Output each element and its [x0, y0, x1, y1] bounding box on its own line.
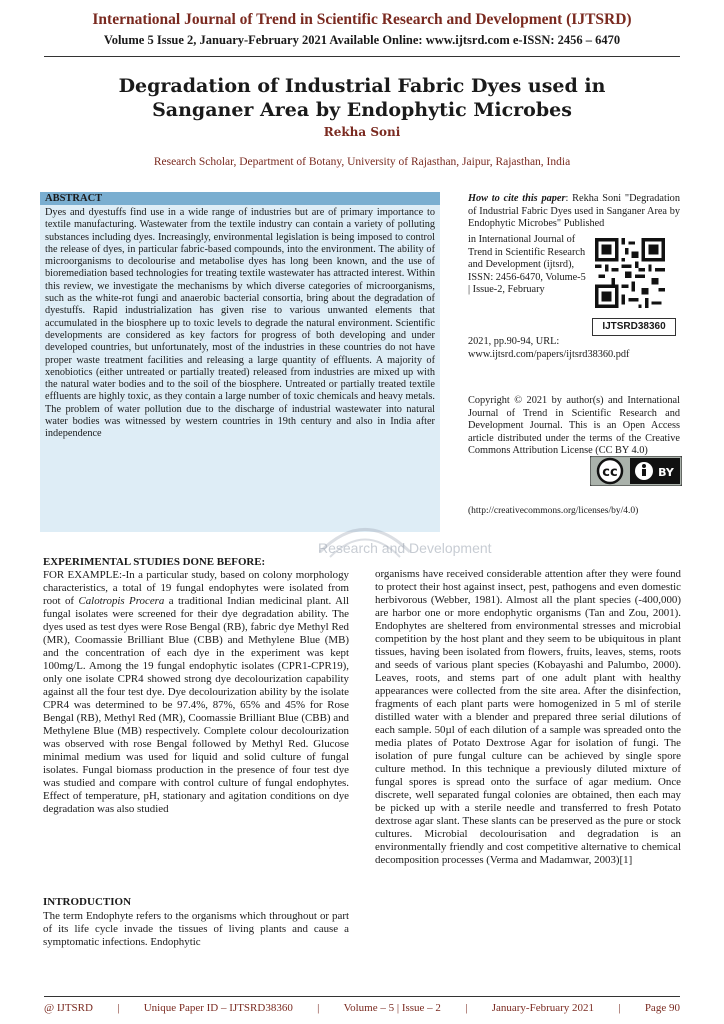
citation-url[interactable]: 2021, pp.90-94, URL: www.ijtsrd.com/papers/ijtsrd38360.pdf	[468, 336, 630, 360]
citation-intro	[468, 193, 680, 231]
author-name: Rekha Soni	[323, 125, 401, 139]
introduction-text: The term Endophyte refers to the organisms which throughout or part of its life cycle invade the tissues of living plants and cause a symptomatic infections. Endophytic	[43, 910, 349, 948]
experimental-heading: EXPERIMENTAL STUDIES DONE BEFORE:	[43, 556, 266, 568]
cc-by-license-icon	[590, 456, 682, 486]
abstract-text: Dyes and dyestuffs find use in a wide range of industries but are of primary importance to textile manufacturing. Wastewater from the textile industry can contain a variety of polluting substances including dyes. Increasingly, environmental legislation is being imposed to control the release of dyes, in particular fabric-based compounds, into the environment. The ability of microorganisms to decolourise and metabolise dyes has long been known, and the use of bioremediation based technologies for treating textile wastewater has attracted interest. Within this review, we investigate the mechanisms by which diverse categories of microorganisms, such as the white-rot fungi and anaerobic bacterial consortia, bring about the degradation of dyestuffs. Rapid industrialization has given rise to various unwanted elements that accumulated in the biosphere up to toxic levels to degrade the natural environment. Scientific developments are considered as key factors for progress of both developing and under developed countries, but unfortunately, most of the industries in these countries do not have proper waste treatment facilities and releasing a large quantity of effluents. A majority of xenobiotics (either untreated or partially treated) released from industries are mixed up with the natural water bodies and to the soil of the biosphere. Untreated or partially treated textile effluents are highly toxic, as they contain a large number of toxic chemicals and heavy metals. The problem of water pollution due to the discharge of industrial wastewater into natural water bodies was witnessed by western countries in 19th century and also in India after independence	[45, 207, 435, 440]
header-rule	[44, 56, 680, 57]
experimental-species: Calotropis Procera	[78, 595, 165, 607]
journal-title: International Journal of Trend in Scientific Research and Development (IJTSRD)	[92, 11, 632, 28]
footer-page-number: Page 90	[644, 1002, 680, 1014]
abstract-header-bar	[40, 192, 440, 205]
right-column-text: organisms have received considerable attention after they were found to protect their host against insect, pest, pathogens and even domestic herbivorous (Webber, 1981). Almost all the plant species (-400,000) are harbor one or more endophytic organisms (Tan and Zou, 2001). Endophytes are sheltered from environmental stresses and microbial competition by the host plant and they seem to be ubiquitous in plant tissues, having been isolated from flowers, fruits, leaves, stems, roots and seeds of various plant species (Kobayashi and Palumbo, 2000). Leaves, roots, and stems part of one adult plant with healthy appearances were collected from the site area. After the disinfection, fragments of each plant parts were homogenized in 5 ml of sterile distilled water with a blender and prepared three serial dilutions of each sample. 50µl of each dilution of a sample was spreaded onto the media plates of Potato Dextrose Agar for isolation of fungi. The isolation of pure fungal culture can be achieved by single spore culture method. In this technique a previously diluted mixture of fungal spores is spread onto the surface of agar medium. Once discrete, well separated fungal colonies are obtained, then each may be picked up with a sterile needle and transferred to fresh Potato dextrose agar slant. These slants can be preserved as the pure or stock cultures. Microbial decolourisation and degradation is an environmentally friendly and cost competitive alternative to chemical decomposition processes (Verma and Madamwar, 2003)[1]	[375, 568, 681, 866]
author-affiliation: Research Scholar, Department of Botany, University of Rajasthan, Jaipur, Rajasthan, India	[153, 156, 571, 168]
footer-separator: |	[117, 1002, 120, 1014]
paper-title-line-2: Sanganer Area by Endophytic Microbes	[152, 99, 572, 121]
watermark-text: Research and Development	[318, 540, 492, 556]
license-url-link[interactable]: (http://creativecommons.org/licenses/by/4.0)	[468, 506, 639, 516]
experimental-text-a: FOR EXAMPLE:-In a particular study, based on colony morphology characteristics, a total of 19 fungal endophytes were isolated from root of	[43, 569, 349, 607]
footer-volume: Volume – 5 | Issue – 2	[343, 1002, 441, 1014]
citation-journal-lines: in International Journal of Trend in Scientific Research and Development (ijtsrd), ISSN: 2456-6470, Volume-5 | Issue-2, February	[468, 234, 586, 296]
by-logo-text: BY	[658, 466, 674, 479]
paper-title	[60, 74, 664, 122]
footer-date: January-February 2021	[491, 1002, 595, 1014]
introduction-heading: INTRODUCTION	[43, 896, 132, 908]
footer-paper-id: Unique Paper ID – IJTSRD38360	[143, 1002, 293, 1014]
footer-rule	[44, 996, 680, 997]
abstract-heading: ABSTRACT	[45, 193, 103, 204]
page-footer	[44, 1002, 680, 1014]
citation-intro-text: : Rekha Soni "Degradation of Industrial Fabric Dyes used in Sanganer Area by Endophytic Microbes" Published	[468, 193, 680, 230]
footer-separator: |	[317, 1002, 320, 1014]
paper-title-line-1: Degradation of Industrial Fabric Dyes used in	[118, 75, 606, 97]
footer-publisher: @ IJTSRD	[44, 1002, 93, 1014]
citation-lead: How to cite this paper	[468, 193, 566, 204]
qr-code-icon	[595, 238, 665, 308]
paper-id-label: IJTSRD38360	[592, 318, 676, 336]
experimental-text-b: a traditional Indian medicinal plant. All fungal isolates were screened for their dye degradation ability. The dyes used as test dyes were Rose Bengal (RB), fabric dye Methyl Red (MR), Coomassie Brilliant Blue (CBB) and Methylene Blue (MB) and the concentration of each dye in the experiment was kept 100mg/L. Among the 19 fungal endophytic isolates (CPR1-CPR19), only one isolate CPR4 showed strong dye decolourization capability against all the four test dye. Dye decolourization ability by the isolate CPR4 was determined to be 97.4%, 87%, 65% and 45% for Rose Bengal (RB), Methyl Red (MR), Coomassie Brilliant Blue (CBB) and Methylene Blue (MB) respectively. Complete colour decolourization was observed with rose Bengal followed by Methyl Red. Glucose minimal medium was used for liquid and solid culture of fungal isolates. Fungal biomass production in the presence of four test dye was studied and compare with control culture of fungal endophytes. Effect of temperature, pH, stationary and agitation conditions on dye degradation was also studied	[43, 595, 349, 815]
copyright-notice: Copyright © 2021 by author(s) and International Journal of Trend in Scientific Research and Development Journal. This is an Open Access article distributed under the terms of the Creative Commons Attribution License (CC BY 4.0)	[468, 395, 680, 457]
journal-volume-line: Volume 5 Issue 2, January-February 2021 Available Online: www.ijtsrd.com e-ISSN: 2456 – 6470	[103, 33, 621, 47]
cc-logo-text: cc	[602, 465, 618, 480]
experimental-section	[43, 556, 349, 816]
footer-separator: |	[618, 1002, 621, 1014]
footer-separator: |	[465, 1002, 468, 1014]
